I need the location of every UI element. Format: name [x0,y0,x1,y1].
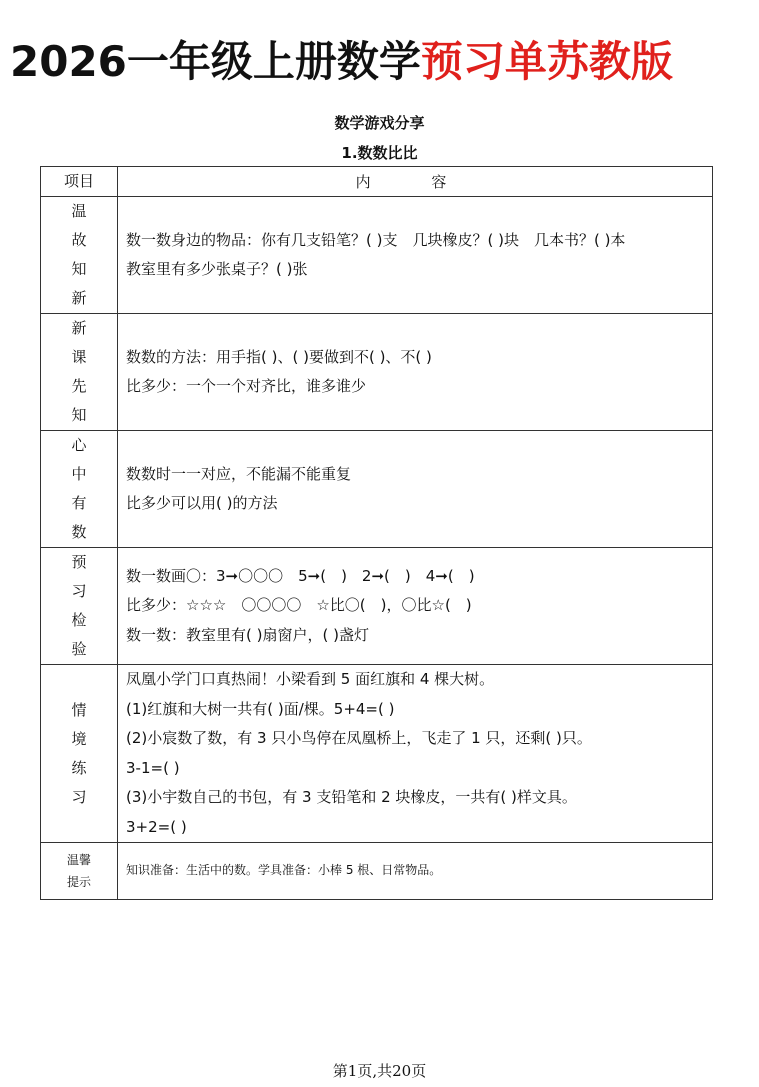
lesson-title: 1.数数比比 [341,144,418,162]
header-item: 项目 [41,167,118,197]
content-line: 教室里有多少张桌子？( )张 [126,260,308,278]
content-line: 凤凰小学门口真热闹！小梁看到 5 面红旗和 4 棵大树。 [126,670,495,688]
row-content [118,548,713,665]
content-line: 数数的方法：用手指( )、( )要做到不( )、不( ) [126,347,432,366]
content-line: (2)小宸数了数，有 3 只小鸟停在凤凰桥上，飞走了 1 只，还剩( )只。 [126,729,592,747]
header-content: 内 容 [118,167,713,197]
row-content [118,665,713,843]
row-content [118,843,713,900]
content-line: 3+2=( ) [126,817,187,836]
page-title [10,32,673,92]
row-label: 温 故 知 新 [41,197,118,314]
content-line: 3-1=( ) [126,758,180,777]
row-label: 情 境 练 习 [41,665,118,843]
table-row-review [41,197,713,314]
content-line: (3)小宇数自己的书包，有 3 支铅笔和 2 块橡皮，一共有( )样文具。 [126,788,577,806]
table-row-practice [41,665,713,843]
row-label: 预 习 检 验 [41,548,118,665]
table-row-tips [41,843,713,900]
row-content [118,431,713,548]
table-header-row [41,167,713,197]
content-line: 比多少：☆☆☆ 〇〇〇〇 ☆比〇( )，〇比☆( ) [126,596,472,615]
content-line: 数一数画〇：3➞〇〇〇 5➞( ) 2➞( ) 4➞( ) [126,566,475,585]
title-red: 预习单苏教版 [420,37,673,86]
row-label: 温馨 提示 [41,843,118,900]
content-line: 数一数：教室里有( )扇窗户，( )盏灯 [126,625,369,644]
title-black: 2026一年级上册数学 [10,37,421,86]
row-content [118,314,713,431]
content-line: 比多少可以用( )的方法 [126,494,278,512]
content-line: 比多少：一个一个对齐比，谁多谁少 [126,377,367,395]
preview-table [40,166,713,900]
content-line: 知识准备：生活中的数。学具准备：小棒 5 根、日常物品。 [126,863,442,878]
table-row-new-lesson [41,314,713,431]
page-footer: 第1页,共20页 [332,1062,427,1080]
row-content [118,197,713,314]
row-label: 新 课 先 知 [41,314,118,431]
row-label: 心 中 有 数 [41,431,118,548]
content-line: 数一数身边的物品：你有几支铅笔？( )支 几块橡皮？( )块 几本书？( )本 [126,230,626,249]
content-line: (1)红旗和大树一共有( )面/棵。5+4=( ) [126,699,395,718]
section-title: 数学游戏分享 [334,114,425,132]
table-row-key-points [41,431,713,548]
content-line: 数数时一一对应，不能漏不能重复 [126,464,352,483]
table-row-check [41,548,713,665]
